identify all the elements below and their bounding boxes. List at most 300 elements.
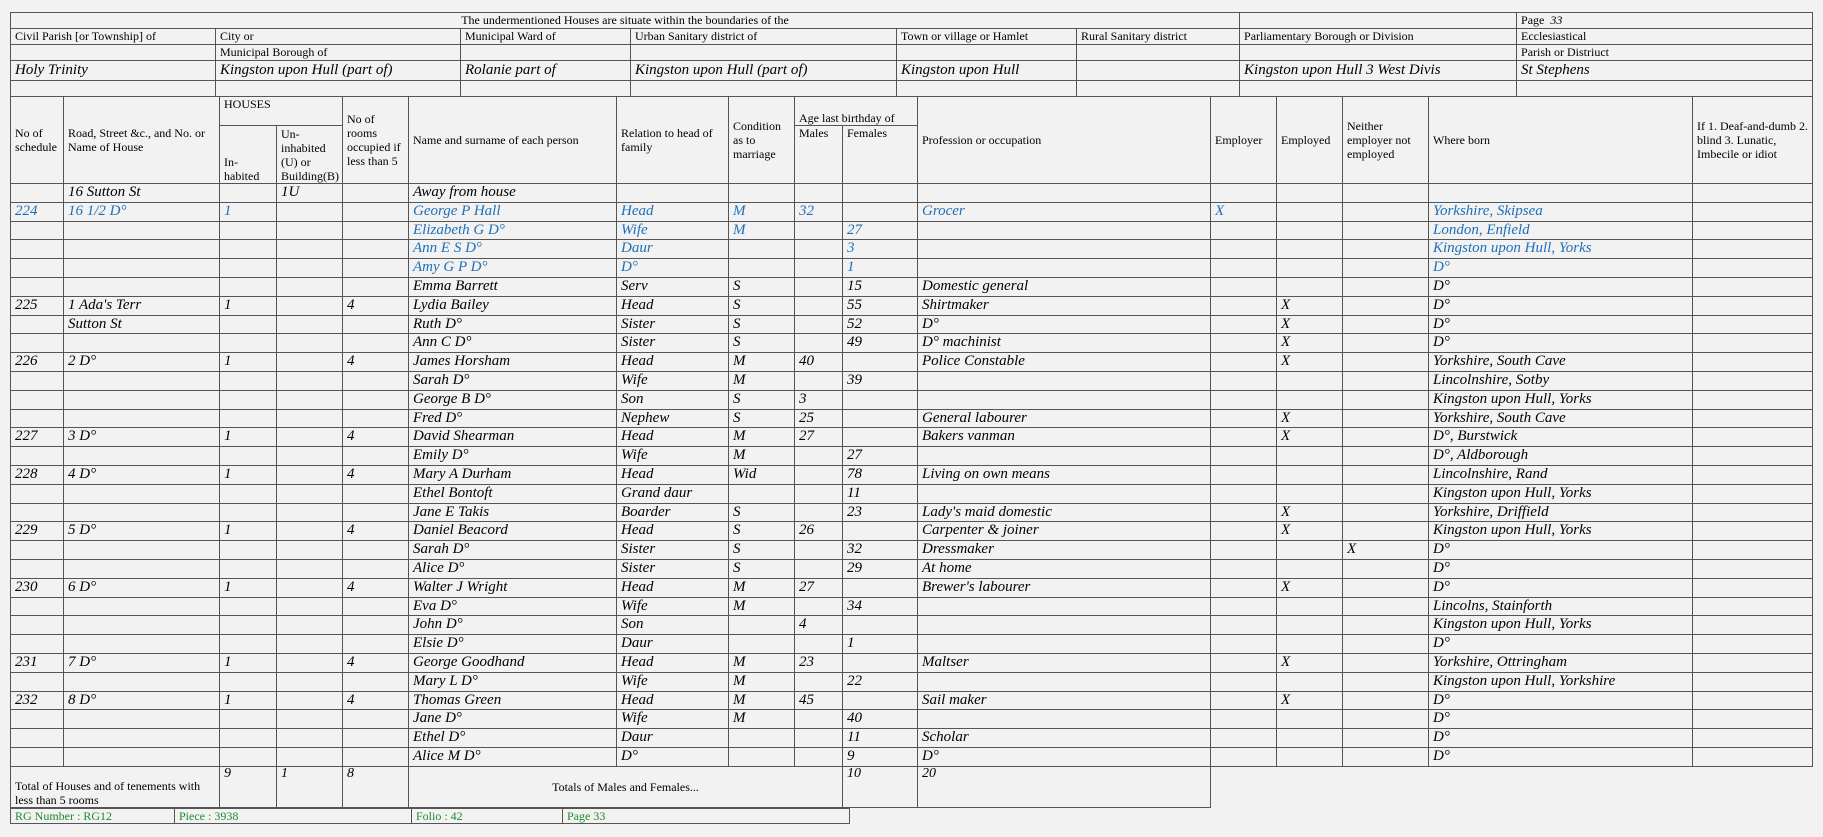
- table-row: [11, 484, 1813, 503]
- cell-females: 27: [843, 447, 918, 466]
- cell-road: [64, 616, 220, 635]
- cell-uninhabited: [277, 447, 343, 466]
- total-inhabited: 9: [220, 766, 277, 807]
- census-sheet: [10, 12, 1812, 824]
- cell-occupation: [918, 597, 1211, 616]
- cell-occupation: Bakers vanman: [918, 428, 1211, 447]
- cell-road: [64, 484, 220, 503]
- cell-females: 32: [843, 541, 918, 560]
- cell-females: 22: [843, 672, 918, 691]
- cell-neither: [1343, 747, 1429, 766]
- cell-relation: Sister: [617, 541, 729, 560]
- col-profession: Profession or occupation: [918, 97, 1211, 184]
- cell-employed: X: [1277, 653, 1343, 672]
- cell-rooms: 4: [343, 296, 409, 315]
- cell-infirm: [1693, 409, 1813, 428]
- cell-employed: [1277, 371, 1343, 390]
- cell-males: 45: [795, 691, 843, 710]
- cell-schedule: 232: [11, 691, 64, 710]
- cell-rooms: [343, 184, 409, 203]
- cell-inhabited: [220, 672, 277, 691]
- cell-females: [843, 428, 918, 447]
- cell-neither: [1343, 184, 1429, 203]
- cell-condition: S: [729, 522, 795, 541]
- cell-employer: [1211, 635, 1277, 654]
- cell-name: David Shearman: [409, 428, 617, 447]
- cell-uninhabited: [277, 691, 343, 710]
- col-road: Road, Street &c., and No. or Name of House: [64, 97, 220, 184]
- table-row: [11, 465, 1813, 484]
- value-civil-parish: Holy Trinity: [11, 61, 216, 81]
- cell-employer: [1211, 729, 1277, 748]
- cell-name: Daniel Beacord: [409, 522, 617, 541]
- cell-employer: [1211, 503, 1277, 522]
- ref-piece: Piece : 3938: [175, 808, 412, 823]
- col-condition: Condition as to marriage: [729, 97, 795, 184]
- cell-schedule: [11, 616, 64, 635]
- cell-name: Ann C D°: [409, 334, 617, 353]
- cell-rooms: 4: [343, 653, 409, 672]
- cell-born: D°: [1429, 635, 1693, 654]
- cell-rooms: [343, 616, 409, 635]
- cell-inhabited: [220, 184, 277, 203]
- cell-road: [64, 541, 220, 560]
- cell-relation: Grand daur: [617, 484, 729, 503]
- value-town: Kingston upon Hull: [897, 61, 1077, 81]
- cell-males: [795, 672, 843, 691]
- cell-rooms: 4: [343, 428, 409, 447]
- cell-neither: [1343, 371, 1429, 390]
- cell-infirm: [1693, 259, 1813, 278]
- cell-name: Amy G P D°: [409, 259, 617, 278]
- cell-infirm: [1693, 465, 1813, 484]
- cell-males: [795, 465, 843, 484]
- cell-employer: [1211, 221, 1277, 240]
- cell-neither: [1343, 559, 1429, 578]
- cell-condition: M: [729, 653, 795, 672]
- cell-neither: [1343, 484, 1429, 503]
- cell-males: 27: [795, 428, 843, 447]
- cell-males: [795, 635, 843, 654]
- cell-males: [795, 484, 843, 503]
- value-urban: Kingston upon Hull (part of): [631, 61, 897, 81]
- cell-neither: X: [1343, 541, 1429, 560]
- cell-males: [795, 541, 843, 560]
- cell-employer: [1211, 259, 1277, 278]
- cell-rooms: [343, 672, 409, 691]
- cell-rooms: [343, 202, 409, 221]
- cell-inhabited: 1: [220, 202, 277, 221]
- table-row: [11, 334, 1813, 353]
- cell-infirm: [1693, 353, 1813, 372]
- cell-name: Ruth D°: [409, 315, 617, 334]
- cell-relation: Head: [617, 653, 729, 672]
- cell-occupation: D°: [918, 315, 1211, 334]
- cell-relation: Daur: [617, 729, 729, 748]
- value-ecclesiastical: St Stephens: [1517, 61, 1813, 81]
- cell-relation: Serv: [617, 277, 729, 296]
- cell-uninhabited: [277, 710, 343, 729]
- cell-schedule: 227: [11, 428, 64, 447]
- cell-born: D°: [1429, 259, 1693, 278]
- cell-neither: [1343, 259, 1429, 278]
- cell-name: John D°: [409, 616, 617, 635]
- cell-relation: Boarder: [617, 503, 729, 522]
- cell-name: George B D°: [409, 390, 617, 409]
- label-urban: Urban Sanitary district of: [631, 29, 897, 45]
- table-row: [11, 578, 1813, 597]
- col-houses: HOUSES: [220, 97, 343, 126]
- cell-road: 6 D°: [64, 578, 220, 597]
- ref-page: Page 33: [563, 808, 850, 823]
- cell-schedule: [11, 277, 64, 296]
- total-rooms: 8: [343, 766, 409, 807]
- cell-condition: M: [729, 597, 795, 616]
- cell-employer: [1211, 240, 1277, 259]
- cell-uninhabited: [277, 747, 343, 766]
- cell-road: [64, 409, 220, 428]
- col-males: Males: [795, 126, 843, 184]
- cell-employed: [1277, 221, 1343, 240]
- cell-females: 34: [843, 597, 918, 616]
- cell-uninhabited: 1U: [277, 184, 343, 203]
- cell-name: George P Hall: [409, 202, 617, 221]
- cell-born: D°: [1429, 334, 1693, 353]
- cell-employer: [1211, 371, 1277, 390]
- cell-schedule: 228: [11, 465, 64, 484]
- cell-uninhabited: [277, 428, 343, 447]
- cell-infirm: [1693, 296, 1813, 315]
- cell-rooms: [343, 710, 409, 729]
- cell-employed: [1277, 559, 1343, 578]
- cell-neither: [1343, 616, 1429, 635]
- cell-name: Emma Barrett: [409, 277, 617, 296]
- cell-infirm: [1693, 653, 1813, 672]
- cell-inhabited: [220, 409, 277, 428]
- cell-condition: M: [729, 691, 795, 710]
- cell-born: D°: [1429, 296, 1693, 315]
- cell-females: 1: [843, 259, 918, 278]
- cell-name: Jane E Takis: [409, 503, 617, 522]
- cell-born: Lincolns, Stainforth: [1429, 597, 1693, 616]
- table-row: [11, 747, 1813, 766]
- cell-name: Alice M D°: [409, 747, 617, 766]
- header-banner: The undermentioned Houses are situate within the boundaries of the: [461, 13, 789, 27]
- cell-name: Ethel Bontoft: [409, 484, 617, 503]
- cell-uninhabited: [277, 277, 343, 296]
- cell-born: Kingston upon Hull, Yorks: [1429, 616, 1693, 635]
- col-employed: Employed: [1277, 97, 1343, 184]
- table-row: [11, 221, 1813, 240]
- cell-occupation: At home: [918, 559, 1211, 578]
- cell-occupation: Police Constable: [918, 353, 1211, 372]
- cell-name: James Horsham: [409, 353, 617, 372]
- total-males: 10: [843, 766, 918, 807]
- cell-infirm: [1693, 541, 1813, 560]
- cell-schedule: 230: [11, 578, 64, 597]
- cell-employed: [1277, 277, 1343, 296]
- cell-employed: [1277, 390, 1343, 409]
- cell-infirm: [1693, 240, 1813, 259]
- cell-schedule: [11, 597, 64, 616]
- cell-road: [64, 597, 220, 616]
- cell-schedule: [11, 390, 64, 409]
- cell-road: [64, 710, 220, 729]
- label-rural: Rural Sanitary district: [1077, 29, 1240, 45]
- cell-condition: S: [729, 541, 795, 560]
- cell-relation: Wife: [617, 221, 729, 240]
- cell-schedule: [11, 409, 64, 428]
- cell-males: 23: [795, 653, 843, 672]
- cell-rooms: [343, 559, 409, 578]
- cell-occupation: [918, 221, 1211, 240]
- cell-inhabited: [220, 447, 277, 466]
- cell-condition: S: [729, 334, 795, 353]
- cell-females: [843, 353, 918, 372]
- admin-header: [10, 12, 1813, 97]
- cell-born: [1429, 184, 1693, 203]
- cell-infirm: [1693, 484, 1813, 503]
- cell-neither: [1343, 428, 1429, 447]
- value-city: Kingston upon Hull (part of): [216, 61, 461, 81]
- col-inhabited: In- habited: [220, 126, 277, 184]
- cell-name: Fred D°: [409, 409, 617, 428]
- cell-infirm: [1693, 672, 1813, 691]
- cell-relation: Daur: [617, 635, 729, 654]
- cell-employed: X: [1277, 334, 1343, 353]
- cell-rooms: [343, 240, 409, 259]
- table-row: [11, 447, 1813, 466]
- cell-born: Yorkshire, Ottringham: [1429, 653, 1693, 672]
- cell-occupation: Carpenter & joiner: [918, 522, 1211, 541]
- cell-uninhabited: [277, 371, 343, 390]
- cell-employed: [1277, 184, 1343, 203]
- cell-infirm: [1693, 334, 1813, 353]
- cell-condition: M: [729, 202, 795, 221]
- totals-persons-label: Totals of Males and Females...: [409, 766, 843, 807]
- cell-road: 16 1/2 D°: [64, 202, 220, 221]
- cell-inhabited: [220, 559, 277, 578]
- cell-relation: Wife: [617, 371, 729, 390]
- cell-relation: Head: [617, 202, 729, 221]
- cell-employer: [1211, 334, 1277, 353]
- table-row: [11, 259, 1813, 278]
- table-row: [11, 353, 1813, 372]
- cell-employer: [1211, 559, 1277, 578]
- cell-infirm: [1693, 371, 1813, 390]
- cell-employed: X: [1277, 578, 1343, 597]
- cell-schedule: [11, 672, 64, 691]
- table-row: [11, 559, 1813, 578]
- cell-infirm: [1693, 616, 1813, 635]
- cell-neither: [1343, 578, 1429, 597]
- cell-occupation: [918, 184, 1211, 203]
- cell-uninhabited: [277, 465, 343, 484]
- cell-employed: X: [1277, 315, 1343, 334]
- cell-relation: Head: [617, 465, 729, 484]
- census-rows: [11, 184, 1813, 767]
- cell-born: London, Enfield: [1429, 221, 1693, 240]
- cell-occupation: [918, 371, 1211, 390]
- cell-occupation: D° machinist: [918, 334, 1211, 353]
- cell-infirm: [1693, 578, 1813, 597]
- cell-employer: [1211, 616, 1277, 635]
- cell-occupation: General labourer: [918, 409, 1211, 428]
- cell-schedule: [11, 447, 64, 466]
- totals-houses-label: Total of Houses and of tenements with less than 5 rooms: [11, 766, 220, 807]
- cell-inhabited: [220, 240, 277, 259]
- cell-females: 78: [843, 465, 918, 484]
- cell-relation: Son: [617, 390, 729, 409]
- cell-employed: [1277, 597, 1343, 616]
- cell-uninhabited: [277, 616, 343, 635]
- cell-employer: [1211, 184, 1277, 203]
- cell-schedule: [11, 315, 64, 334]
- cell-born: Yorkshire, Driffield: [1429, 503, 1693, 522]
- cell-born: D°: [1429, 729, 1693, 748]
- cell-employer: [1211, 353, 1277, 372]
- cell-rooms: [343, 597, 409, 616]
- cell-rooms: [343, 747, 409, 766]
- cell-occupation: [918, 710, 1211, 729]
- cell-relation: Wife: [617, 597, 729, 616]
- cell-condition: M: [729, 447, 795, 466]
- cell-employer: [1211, 522, 1277, 541]
- cell-born: Kingston upon Hull, Yorkshire: [1429, 672, 1693, 691]
- cell-schedule: [11, 184, 64, 203]
- cell-females: 52: [843, 315, 918, 334]
- cell-name: George Goodhand: [409, 653, 617, 672]
- cell-uninhabited: [277, 202, 343, 221]
- cell-infirm: [1693, 729, 1813, 748]
- cell-road: [64, 559, 220, 578]
- cell-infirm: [1693, 710, 1813, 729]
- value-rural: [1077, 61, 1240, 81]
- cell-relation: Sister: [617, 315, 729, 334]
- cell-males: [795, 559, 843, 578]
- cell-relation: Head: [617, 578, 729, 597]
- cell-born: D°: [1429, 277, 1693, 296]
- cell-born: D°: [1429, 559, 1693, 578]
- cell-infirm: [1693, 184, 1813, 203]
- cell-name: Away from house: [409, 184, 617, 203]
- cell-rooms: [343, 221, 409, 240]
- cell-females: 1: [843, 635, 918, 654]
- cell-uninhabited: [277, 296, 343, 315]
- cell-schedule: [11, 221, 64, 240]
- cell-name: Alice D°: [409, 559, 617, 578]
- cell-inhabited: [220, 710, 277, 729]
- cell-males: 25: [795, 409, 843, 428]
- cell-occupation: Sail maker: [918, 691, 1211, 710]
- cell-born: Kingston upon Hull, Yorks: [1429, 240, 1693, 259]
- cell-condition: M: [729, 578, 795, 597]
- cell-inhabited: [220, 729, 277, 748]
- cell-road: [64, 240, 220, 259]
- cell-uninhabited: [277, 240, 343, 259]
- table-row: [11, 390, 1813, 409]
- cell-neither: [1343, 710, 1429, 729]
- cell-rooms: [343, 635, 409, 654]
- cell-inhabited: [220, 616, 277, 635]
- label-town: Town or village or Hamlet: [897, 29, 1077, 45]
- cell-neither: [1343, 277, 1429, 296]
- cell-neither: [1343, 353, 1429, 372]
- cell-employed: X: [1277, 409, 1343, 428]
- cell-employer: [1211, 447, 1277, 466]
- cell-inhabited: [220, 371, 277, 390]
- cell-schedule: [11, 710, 64, 729]
- cell-females: 15: [843, 277, 918, 296]
- table-row: [11, 597, 1813, 616]
- cell-road: [64, 259, 220, 278]
- col-females: Females: [843, 126, 918, 184]
- cell-employed: [1277, 616, 1343, 635]
- cell-employed: [1277, 729, 1343, 748]
- cell-neither: [1343, 522, 1429, 541]
- cell-uninhabited: [277, 635, 343, 654]
- cell-occupation: Scholar: [918, 729, 1211, 748]
- table-row: [11, 428, 1813, 447]
- label-parliamentary: Parliamentary Borough or Division: [1240, 29, 1517, 45]
- cell-condition: M: [729, 710, 795, 729]
- cell-schedule: [11, 747, 64, 766]
- cell-schedule: [11, 729, 64, 748]
- cell-road: Sutton St: [64, 315, 220, 334]
- cell-schedule: 229: [11, 522, 64, 541]
- cell-females: 27: [843, 221, 918, 240]
- cell-neither: [1343, 447, 1429, 466]
- cell-females: [843, 390, 918, 409]
- page-number: 33: [1550, 13, 1563, 27]
- cell-condition: [729, 729, 795, 748]
- cell-road: 3 D°: [64, 428, 220, 447]
- cell-name: Sarah D°: [409, 371, 617, 390]
- cell-born: D°: [1429, 315, 1693, 334]
- cell-employer: [1211, 465, 1277, 484]
- cell-name: Eva D°: [409, 597, 617, 616]
- cell-uninhabited: [277, 541, 343, 560]
- label-borough: Municipal Borough of: [216, 45, 461, 61]
- cell-condition: [729, 635, 795, 654]
- cell-uninhabited: [277, 409, 343, 428]
- cell-inhabited: [220, 747, 277, 766]
- cell-road: 1 Ada's Terr: [64, 296, 220, 315]
- cell-born: Yorkshire, South Cave: [1429, 409, 1693, 428]
- cell-males: [795, 184, 843, 203]
- cell-rooms: [343, 259, 409, 278]
- cell-inhabited: 1: [220, 691, 277, 710]
- cell-rooms: 4: [343, 465, 409, 484]
- table-row: [11, 503, 1813, 522]
- cell-road: [64, 334, 220, 353]
- cell-born: Kingston upon Hull, Yorks: [1429, 522, 1693, 541]
- cell-inhabited: 1: [220, 465, 277, 484]
- cell-condition: M: [729, 672, 795, 691]
- cell-schedule: [11, 334, 64, 353]
- cell-employer: [1211, 691, 1277, 710]
- cell-uninhabited: [277, 353, 343, 372]
- cell-uninhabited: [277, 503, 343, 522]
- cell-condition: M: [729, 353, 795, 372]
- cell-rooms: [343, 447, 409, 466]
- cell-schedule: [11, 541, 64, 560]
- cell-infirm: [1693, 428, 1813, 447]
- cell-occupation: [918, 447, 1211, 466]
- cell-males: [795, 371, 843, 390]
- cell-name: Emily D°: [409, 447, 617, 466]
- cell-neither: [1343, 390, 1429, 409]
